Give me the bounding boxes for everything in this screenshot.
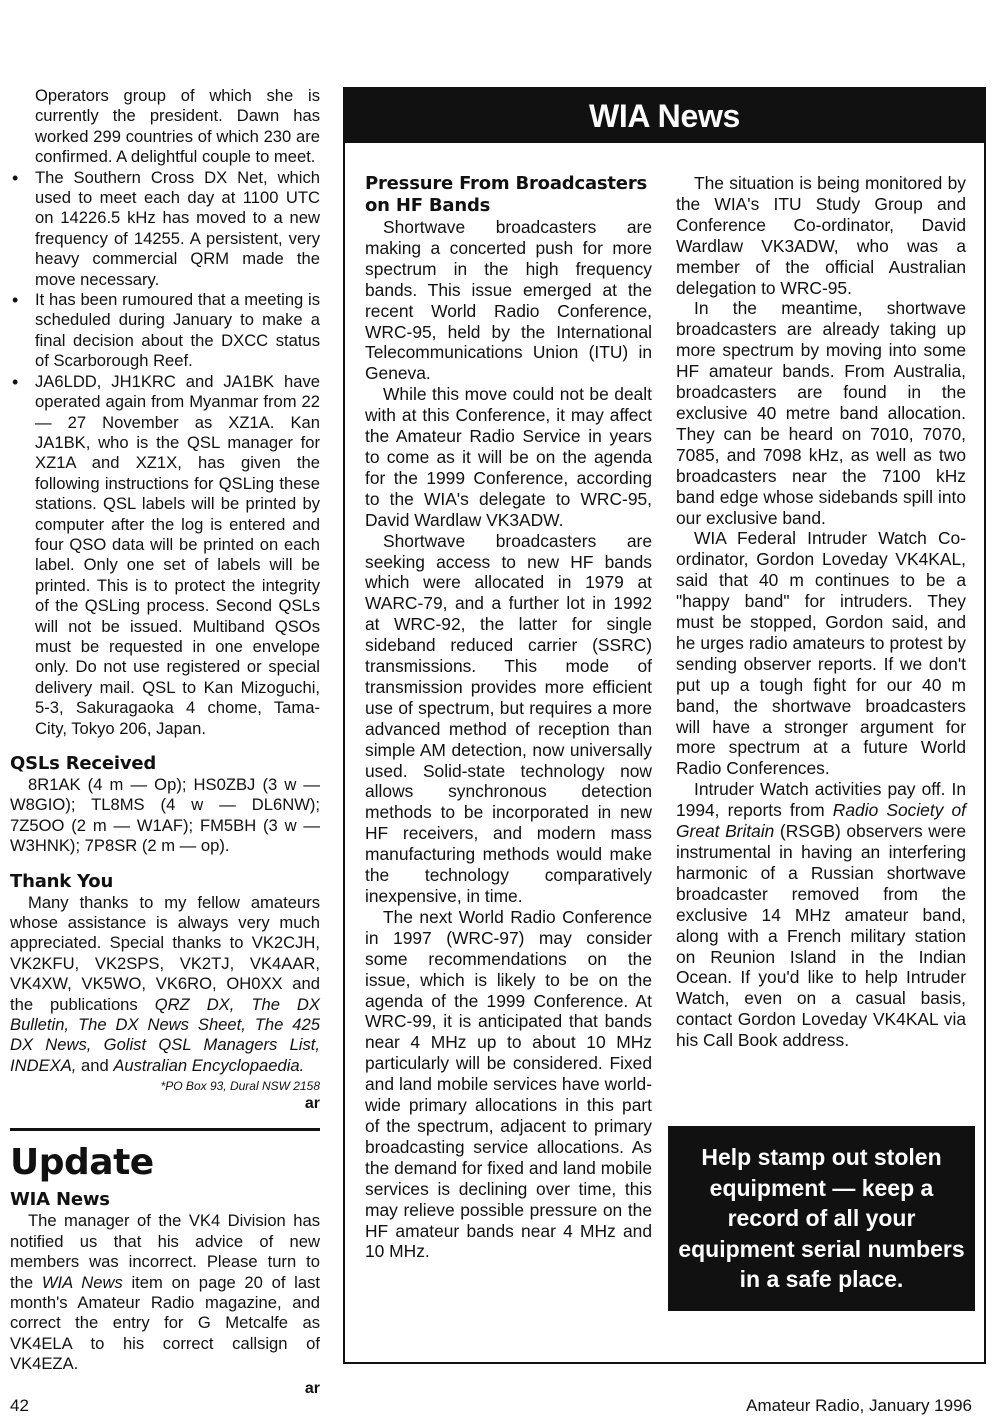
author-address: *PO Box 93, Dural NSW 2158	[160, 1079, 320, 1094]
article-text-part: Intruder Watch activities pay off. In 1994, reports from	[676, 779, 966, 821]
publication-footer: Amateur Radio, January 1996	[746, 1396, 972, 1415]
update-subheading: WIA News	[10, 1189, 110, 1211]
dx-bullet-list	[10, 168, 320, 739]
qsls-received-text: 8R1AK (4 m — Op); HS0ZBJ (3 w — W8GIO); TL8MS (4 w — DL6NW); 7Z5OO (2 m — W1AF); FM5BH (3 w — W3HNK); 7P8SR (2 m — op).	[10, 775, 320, 856]
publication-name: Australian Encyclopaedia.	[113, 1055, 305, 1075]
article-paragraph: Shortwave broadcasters are seeking access to new HF bands which were allocated in 1979 at WARC-79, and a further lot in 1992 at WRC-92, the latter for single sideband reduced carrier (SSRC) transmissions. This mode of transmission provides more efficient use of spectrum, but requires a more advanced method of reception than simple AM detection, now universally used. Solid-state technology now allows synchronous detection methods to be incorporated in new HF receivers, and modern mass manufacturing methods would make the technology comparatively inexpensive, in time.	[365, 530, 652, 906]
update-text	[10, 1211, 320, 1374]
notice-line: record of all your	[727, 1205, 916, 1231]
article-title: Pressure From Broadcasters on HF Bands	[365, 173, 648, 216]
wia-news-panel	[343, 87, 986, 1364]
update-text-part: The manager of the VK4 Division has notified us that his advice of new members was incorrect. Please turn to the	[10, 1211, 320, 1292]
notice-line: equipment serial numbers	[678, 1235, 965, 1262]
stolen-equipment-notice	[668, 1126, 975, 1311]
update-heading: Update	[10, 1142, 154, 1184]
notice-line: in a safe place.	[739, 1266, 904, 1292]
wia-news-banner: WIA News	[345, 89, 984, 143]
thank-you-text	[10, 893, 320, 1077]
article-column-2	[676, 173, 966, 1051]
article-paragraph: In the meantime, shortwave broadcasters are already taking up more spectrum by moving into some HF amateur bands. From Australia, broadcasters are found in the exclusive 40 metre band allocation. They can be heard on 7010, 7070, 7085, and 7098 kHz, as well as two broadcasters near the 7100 kHz band edge whose sidebands spill into our exclusive band.	[676, 298, 966, 528]
end-mark: ar	[304, 1095, 320, 1113]
article-text-italic: Radio Society of Great Britain	[676, 800, 967, 842]
update-text-italic: WIA News	[41, 1272, 123, 1292]
list-item: • The Southern Cross DX Net, which used to meet each day at 1100 UTC on 14226.5 kHz has moved to a new frequency of 14255. A persistent, very heavy commercial QRM made the move necessary.	[10, 168, 320, 290]
thank-you-heading: Thank You	[10, 870, 114, 892]
section-divider	[10, 1128, 320, 1131]
article-paragraph: The situation is being monitored by the WIA's ITU Study Group and Conference Co-ordinator, David Wardlaw VK3ADW, who was a member of the official Australian delegation to WRC-95.	[676, 173, 966, 298]
article-text-part: (RSGB) observers were instrumental in having an interfering harmonic of a Russian shortwave broadcaster removed from the exclusive 14 MHz amateur band, along with a French military station on Reunion Island in the Indian Ocean. If you'd like to help Intruder Watch, even on a casual basis, contact Gordon Loveday VK4KAL via his Call Book address.	[676, 821, 966, 1051]
update-text-part: item on page 20 of last month's Amateur Radio magazine, and correct the entry for G Metcalfe as VK4ELA to his correct callsign of VK4EZA.	[10, 1272, 320, 1374]
article-column-1	[365, 173, 652, 1262]
article-paragraph	[676, 779, 966, 1051]
article-paragraph: While this move could not be dealt with at this Conference, it may affect the Amateur Radio Service in years to come as it will be on the agenda for the 1999 Conference, according to the WIA's delegate to WRC-95, David Wardlaw VK3ADW.	[365, 384, 652, 530]
article-paragraph: The next World Radio Conference in 1997 (WRC-97) may consider some recommendations on the issue, which is likely to be on the agenda of the 1999 Conference. At WRC-99, it is anticipated that bands near 4 MHz up to about 10 MHz particularly will be considered. Fixed and land mobile services have world-wide primary allocations in this part of the spectrum, adjacent to primary broadcasting service allocations. As the demand for fixed and land mobile services is declining over time, this may relieve possible pressure on the HF amateur bands near 4 MHz and 10 MHz.	[365, 906, 652, 1262]
thank-you-text-part: Many thanks to my fellow amateurs whose assistance is always very much appreciated. Special thanks to VK2CJH, VK2KFU, VK2SPS, VK2TJ, VK4AAR, VK4XW, VK5WO, VK6RO, OH0XX and the publications	[10, 892, 320, 1014]
article-paragraph: Shortwave broadcasters are making a concerted push for more spectrum in the high frequency bands. This issue emerged at the recent World Radio Conference, WRC-95, held by the International Telecommunications Union (ITU) in Geneva.	[365, 217, 652, 384]
notice-line: Help stamp out stolen	[701, 1144, 942, 1170]
intro-continuation: Operators group of which she is currently the president. Dawn has worked 299 countries of which 230 are confirmed. A delightful couple to meet.	[35, 86, 320, 167]
thank-you-text-part: and	[76, 1055, 114, 1075]
left-column	[10, 86, 320, 1399]
list-item: • JA6LDD, JH1KRC and JA1BK have operated again from Myanmar from 22 — 27 November as XZ1A. Kan JA1BK, who is the QSL manager for XZ1A and XZ1X, has given the following instructions for QSLing these stations. QSL labels will be printed by computer after the log is entered and four QSO data will be printed on each label. Only one set of labels will be printed. This is to protect the integrity of the QSLing process. Second QSLs will not be issued. Multiband QSOs must be requested in one envelope only. Do not use registered or special delivery mail. QSL to Kan Mizoguchi, 5-3, Sakuragaoka 4 chome, Tama-City, Tokyo 206, Japan.	[10, 372, 320, 739]
article-paragraph: WIA Federal Intruder Watch Co-ordinator, Gordon Loveday VK4KAL, said that 40 m continues to be a "happy band" for intruders. They must be stopped, Gordon said, and he urges radio amateurs to protest by sending observer reports. If we don't put up a tough fight for our 40 m band, the shortwave broadcasters will have a stronger argument for more spectrum at a future World Radio Conferences.	[676, 528, 966, 779]
page-number: 42	[10, 1396, 29, 1415]
qsls-received-heading: QSLs Received	[10, 753, 157, 774]
update-end-mark: ar	[304, 1379, 320, 1397]
notice-line: equipment — keep a	[709, 1174, 934, 1201]
publication-list: QRZ DX, The DX Bulletin, The DX News Sheet, The 425 DX News, Golist QSL Managers List, INDEXA,	[10, 994, 320, 1075]
list-item: • It has been rumoured that a meeting is scheduled during January to make a final decision about the DXCC status of Scarborough Reef.	[10, 290, 320, 372]
